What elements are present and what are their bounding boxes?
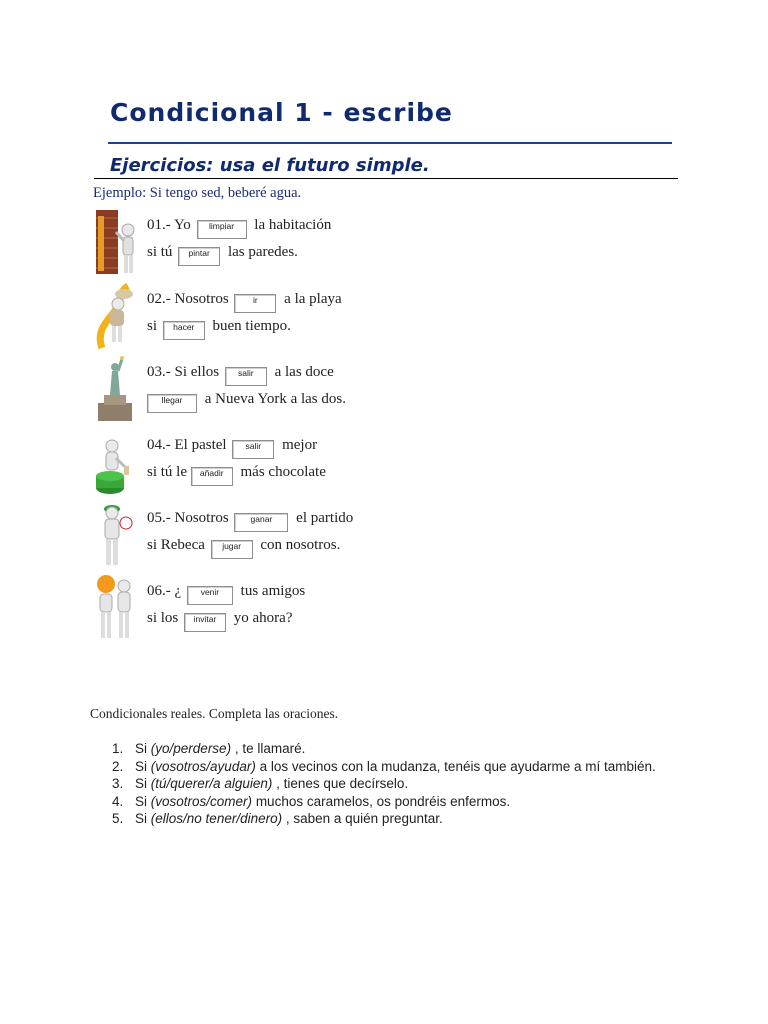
title-divider — [108, 142, 672, 144]
exercise-1-line-1: 01.- Yo limpiar la habitación — [147, 214, 331, 236]
subtitle-divider — [94, 178, 678, 179]
list-item: 4. Si (vosotros/comer) muchos caramelos, os pondréis enfermos. — [112, 793, 511, 809]
exercise-3-line-1: 03.- Si ellos salir a las doce — [147, 361, 334, 383]
answer-field[interactable]: ir — [234, 294, 276, 313]
answer-field[interactable]: salir — [225, 367, 267, 386]
exercise-5 — [0, 499, 768, 569]
cake-chef-icon — [92, 428, 138, 496]
beach-figure-icon — [92, 282, 138, 350]
exercise-3-line-2: llegar a Nueva York a las dos. — [147, 388, 346, 410]
exercise-2 — [0, 280, 768, 350]
exercise-2-line-1: 02.- Nosotros ir a la playa — [147, 288, 342, 310]
exercise-3 — [0, 353, 768, 423]
exercise-1-line-2: si tú pintar las paredes. — [147, 241, 298, 263]
section-2-title: Condicionales reales. Completa las oraciones. — [90, 706, 339, 721]
exercise-5-line-1: 05.- Nosotros ganar el partido — [147, 507, 353, 529]
exercise-4-line-1: 04.- El pastel salir mejor — [147, 434, 317, 456]
list-item: 3. Si (tú/querer/a alguien) , tienes que decírselo. — [112, 776, 409, 791]
list-item: 1. Si (yo/perderse) , te llamaré. — [112, 741, 306, 756]
exercise-5-line-2: si Rebeca jugar con nosotros. — [147, 534, 340, 556]
answer-field[interactable]: pintar — [178, 247, 220, 266]
football-player-icon — [92, 501, 138, 569]
answer-field[interactable]: salir — [232, 440, 274, 459]
exercise-6-line-1: 06.- ¿ venir tus amigos — [147, 580, 305, 602]
exercise-2-line-2: si hacer buen tiempo. — [147, 315, 291, 337]
answer-field[interactable]: invitar — [184, 613, 226, 632]
exercise-4 — [0, 426, 768, 496]
answer-field[interactable]: jugar — [211, 540, 253, 559]
exercise-6-line-2: si los invitar yo ahora? — [147, 607, 292, 629]
answer-field[interactable]: llegar — [147, 394, 197, 413]
answer-field[interactable]: ganar — [234, 513, 288, 532]
answer-field[interactable]: añadir — [191, 467, 233, 486]
example-sentence: Ejemplo: Si tengo sed, beberé agua. — [93, 185, 302, 201]
page-title: Condicional 1 - escribe — [110, 98, 453, 127]
exercise-4-line-2: si tú le añadir más chocolate — [147, 461, 326, 483]
list-item: 2. Si (vosotros/ayudar) a los vecinos con la mudanza, tenéis que ayudarme a mí también. — [112, 758, 656, 774]
answer-field[interactable]: limpiar — [197, 220, 247, 239]
friends-icon — [92, 574, 138, 642]
painter-wall-icon — [92, 208, 138, 276]
exercise-1 — [0, 206, 768, 276]
page-subtitle: Ejercicios: usa el futuro simple. — [110, 155, 430, 176]
sentence-list — [112, 740, 672, 828]
answer-field[interactable]: venir — [187, 586, 233, 605]
exercise-6 — [0, 572, 768, 642]
answer-field[interactable]: hacer — [163, 321, 205, 340]
list-item: 5. Si (ellos/no tener/dinero) , saben a quién preguntar. — [112, 811, 443, 826]
statue-of-liberty-icon — [92, 355, 138, 423]
